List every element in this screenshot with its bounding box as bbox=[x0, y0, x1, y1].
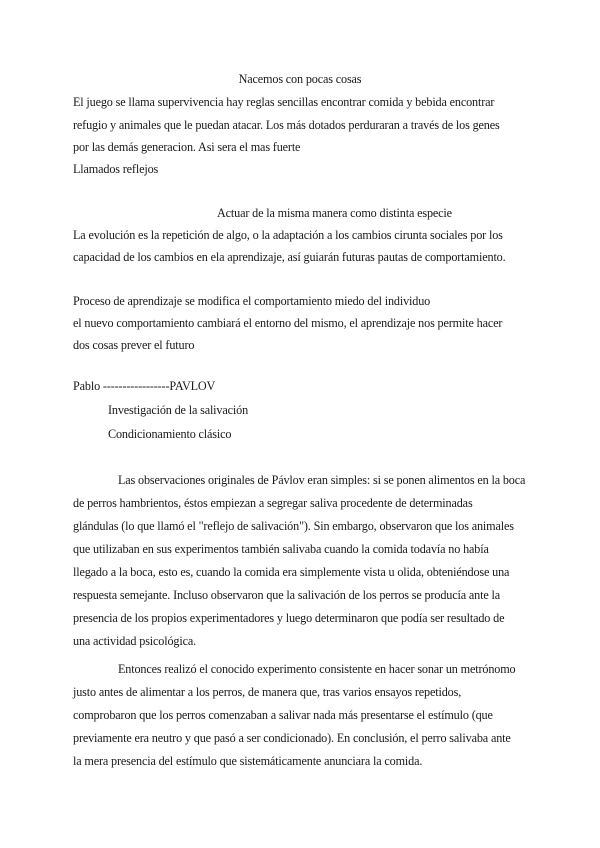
paragraph-line: glándulas (lo que llamó el "reflejo de salivación"). Sin embargo, observaron que los animales bbox=[73, 519, 514, 533]
paragraph-line: de perros hambrientos, éstos empiezan a segregar saliva procedente de determinadas bbox=[73, 496, 473, 510]
learning-line: dos cosas prever el futuro bbox=[73, 338, 195, 352]
evolution-line: capacidad de los cambios en ela aprendizaje, así guiarán futuras pautas de comportamiento. bbox=[73, 250, 506, 264]
learning-line: el nuevo comportamiento cambiará el entorno del mismo, el aprendizaje nos permite hacer bbox=[73, 316, 503, 330]
learning-line: Proceso de aprendizaje se modifica el comportamiento miedo del individuo bbox=[73, 294, 431, 308]
intro-line: Llamados reflejos bbox=[73, 162, 159, 176]
pavlov-item: Investigación de la salivación bbox=[108, 403, 249, 417]
paragraph-line: Las observaciones originales de Pávlov eran simples: si se ponen alimentos en la boca bbox=[118, 473, 526, 487]
paragraph-line: previamente era neutro y que pasó a ser condicionado). En conclusión, el perro salivaba ante bbox=[73, 731, 511, 745]
pavlov-line: Pablo -----------------PAVLOV bbox=[73, 379, 216, 393]
intro-line: refugio y animales que le puedan atacar. Los más dotados perduraran a través de los genes bbox=[73, 118, 500, 132]
paragraph-line: respuesta semejante. Incluso observaron que la salivación de los perros se producía ante la bbox=[73, 588, 500, 602]
paragraph-line: presencia de los propios experimentadores y luego determinaron que podía ser resultado de bbox=[73, 611, 505, 625]
paragraph-line: justo antes de alimentar a los perros, de manera que, tras varios ensayos repetidos, bbox=[73, 685, 462, 699]
evolution-line: La evolución es la repetición de algo, o la adaptación a los cambios cirunta sociales por los bbox=[73, 228, 503, 242]
section-heading: Actuar de la misma manera como distinta especie bbox=[217, 206, 452, 220]
document-title: Nacemos con pocas cosas bbox=[238, 72, 362, 86]
paragraph-line: la mera presencia del estímulo que sistemáticamente anunciara la comida. bbox=[73, 754, 423, 768]
paragraph-line: una actividad psicológica. bbox=[73, 634, 197, 648]
paragraph-line: que utilizaban en sus experimentos también salivaba cuando la comida todavía no había bbox=[73, 542, 489, 556]
paragraph-line: comprobaron que los perros comenzaban a salivar nada más presentarse el estímulo (que bbox=[73, 708, 493, 722]
intro-line: El juego se llama supervivencia hay reglas sencillas encontrar comida y bebida encontrar bbox=[73, 95, 495, 109]
pavlov-item: Condicionamiento clásico bbox=[108, 427, 232, 441]
paragraph-line: llegado a la boca, esto es, cuando la comida era simplemente vista u olida, obteniéndose una bbox=[73, 565, 510, 579]
intro-line: por las demás generacion. Asi sera el mas fuerte bbox=[73, 140, 301, 154]
paragraph-line: Entonces realizó el conocido experimento consistente en hacer sonar un metrónomo bbox=[118, 662, 516, 676]
